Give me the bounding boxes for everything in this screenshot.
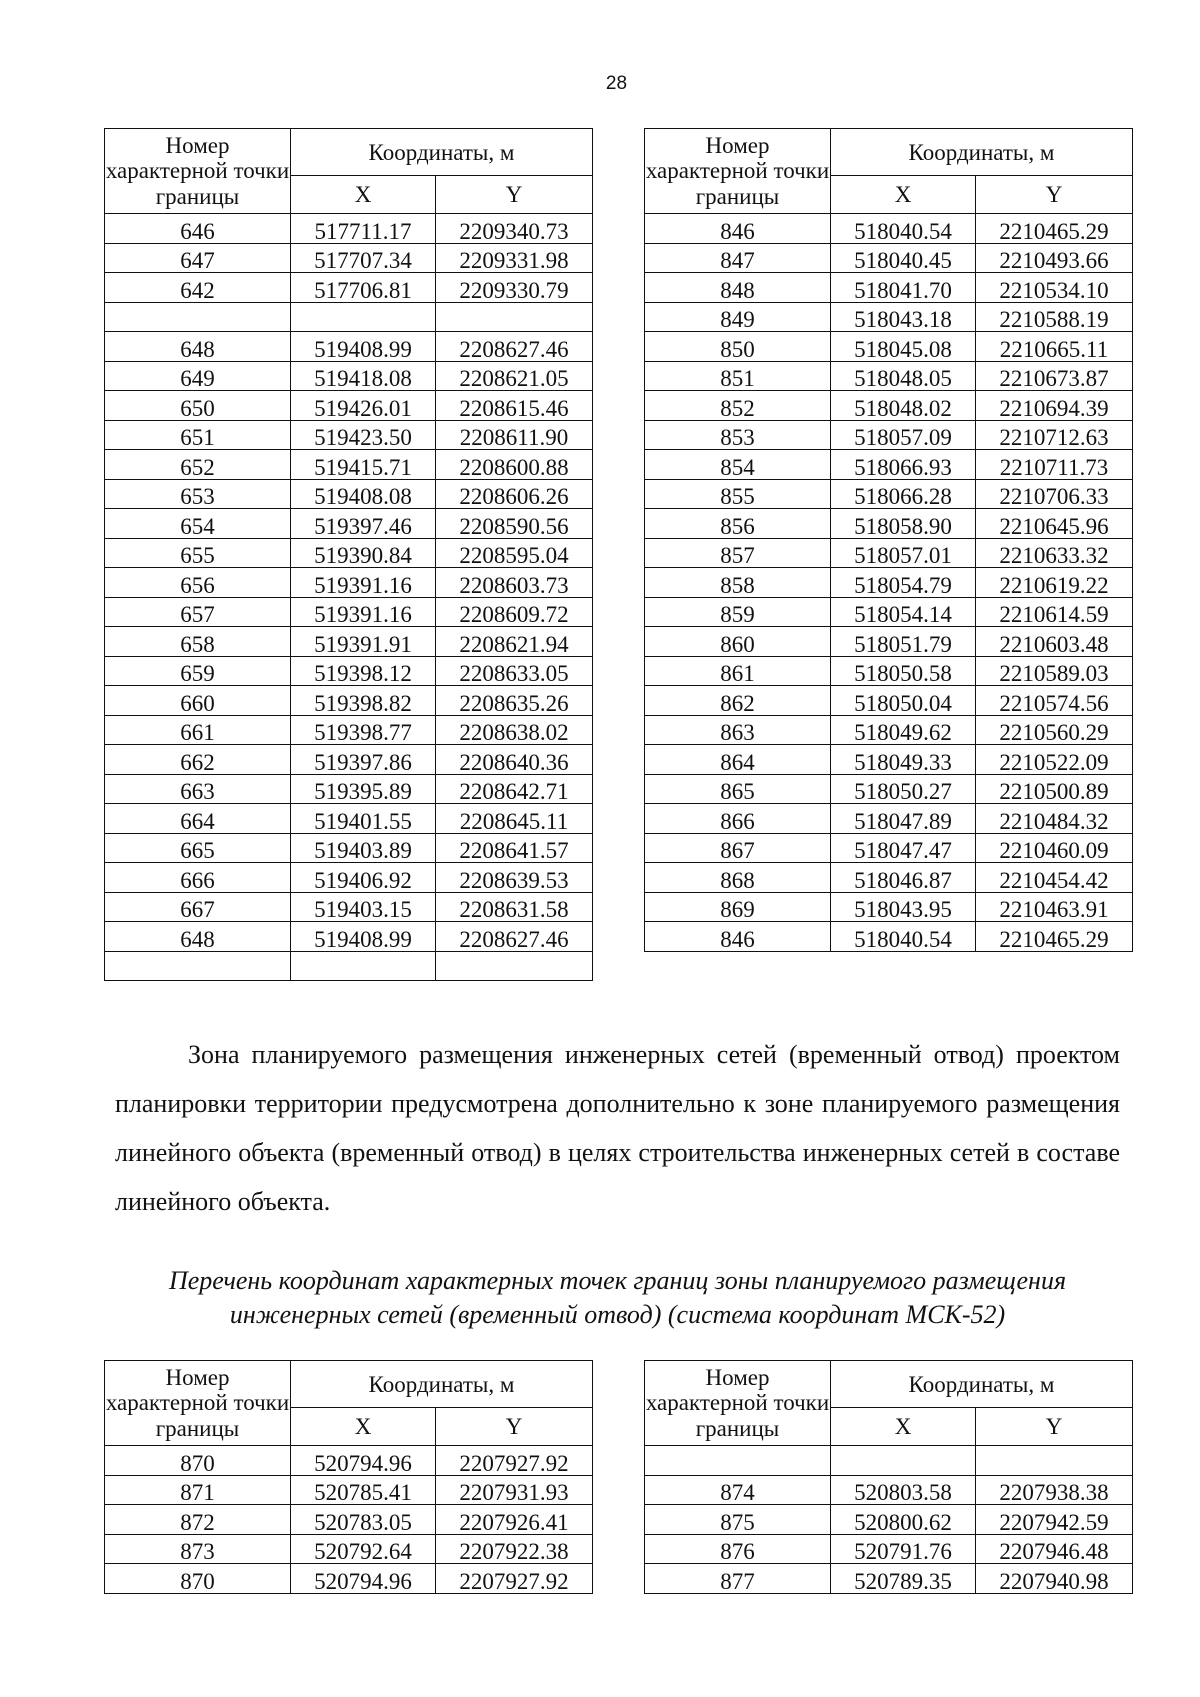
cell-point-number: 849 bbox=[645, 302, 831, 332]
cell-x: 518047.89 bbox=[831, 804, 976, 834]
cell-point-number: 870 bbox=[105, 1564, 291, 1594]
cell-x: 518051.79 bbox=[831, 627, 976, 657]
cell-point-number: 868 bbox=[645, 863, 831, 893]
cell-x: 518066.28 bbox=[831, 479, 976, 509]
cell-point-number: 846 bbox=[645, 214, 831, 244]
cell-x: 518057.01 bbox=[831, 538, 976, 568]
header-y: Y bbox=[976, 176, 1133, 214]
table-row bbox=[105, 1446, 593, 1476]
cell-point-number: 871 bbox=[105, 1475, 291, 1505]
cell-y: 2210603.48 bbox=[976, 627, 1133, 657]
cell-x: 519395.89 bbox=[291, 774, 436, 804]
cell-x: 518040.54 bbox=[831, 922, 976, 952]
table-row bbox=[645, 627, 1133, 657]
cell-x: 519391.91 bbox=[291, 627, 436, 657]
table-row bbox=[105, 509, 593, 539]
caption-line-1: Перечень координат характерных точек границ зоны планируемого размещения bbox=[168, 1266, 1067, 1295]
cell-y: 2207946.48 bbox=[976, 1534, 1133, 1564]
cell-x: 518047.47 bbox=[831, 833, 976, 863]
header-point-number: Номер характерной точки границы bbox=[645, 1361, 831, 1446]
cell-point-number: 647 bbox=[105, 243, 291, 273]
cell-point-number: 652 bbox=[105, 450, 291, 480]
cell-y: 2208639.53 bbox=[436, 863, 593, 893]
table-row bbox=[105, 627, 593, 657]
cell-point-number: 664 bbox=[105, 804, 291, 834]
cell-x: 518050.27 bbox=[831, 774, 976, 804]
table-body bbox=[645, 1446, 1133, 1594]
cell-y: 2207940.98 bbox=[976, 1564, 1133, 1594]
coordinates-table-bottom-right bbox=[644, 1360, 1133, 1594]
cell-x: 518040.45 bbox=[831, 243, 976, 273]
cell-point-number: 848 bbox=[645, 273, 831, 303]
table-row bbox=[645, 774, 1133, 804]
table-row bbox=[645, 273, 1133, 303]
cell-x: 518043.18 bbox=[831, 302, 976, 332]
cell-point-number: 854 bbox=[645, 450, 831, 480]
cell-y: 2207927.92 bbox=[436, 1564, 593, 1594]
cell-y: 2208640.36 bbox=[436, 745, 593, 775]
cell-x bbox=[291, 302, 436, 332]
cell-y: 2210574.56 bbox=[976, 686, 1133, 716]
cell-y: 2208633.05 bbox=[436, 656, 593, 686]
cell-y: 2210463.91 bbox=[976, 892, 1133, 922]
header-point-number: Номер характерной точки границы bbox=[105, 1361, 291, 1446]
cell-x: 519403.89 bbox=[291, 833, 436, 863]
table-row bbox=[645, 715, 1133, 745]
header-coordinates: Координаты, м bbox=[291, 1361, 593, 1408]
table-row bbox=[645, 745, 1133, 775]
cell-y: 2210711.73 bbox=[976, 450, 1133, 480]
table-row bbox=[105, 892, 593, 922]
cell-point-number: 862 bbox=[645, 686, 831, 716]
cell-point-number: 853 bbox=[645, 420, 831, 450]
cell-x: 518057.09 bbox=[831, 420, 976, 450]
cell-point-number: 662 bbox=[105, 745, 291, 775]
table-row bbox=[105, 1505, 593, 1535]
cell-x: 518040.54 bbox=[831, 214, 976, 244]
body-paragraph: Зона планируемого размещения инженерных сетей (временный отвод) проектом планировки территории предусмотрена дополнительно к зоне планируемого размещения линейного объекта (временный отвод) в целях строительства инженерных сетей в составе линейного объекта. bbox=[115, 1040, 1120, 1216]
cell-point-number: 869 bbox=[645, 892, 831, 922]
cell-point-number: 654 bbox=[105, 509, 291, 539]
cell-point-number: 867 bbox=[645, 833, 831, 863]
table-row bbox=[645, 361, 1133, 391]
cell-x: 518049.62 bbox=[831, 715, 976, 745]
cell-x: 519397.46 bbox=[291, 509, 436, 539]
cell-x: 520794.96 bbox=[291, 1564, 436, 1594]
cell-point-number: 665 bbox=[105, 833, 291, 863]
table-row bbox=[105, 302, 593, 332]
table-row bbox=[105, 804, 593, 834]
cell-y: 2208635.26 bbox=[436, 686, 593, 716]
table-row bbox=[105, 951, 593, 981]
table-row bbox=[645, 420, 1133, 450]
cell-x: 517711.17 bbox=[291, 214, 436, 244]
cell-y: 2207922.38 bbox=[436, 1534, 593, 1564]
cell-x: 520789.35 bbox=[831, 1564, 976, 1594]
cell-x: 517707.34 bbox=[291, 243, 436, 273]
table-row bbox=[105, 715, 593, 745]
table-row bbox=[645, 332, 1133, 362]
cell-y: 2208621.05 bbox=[436, 361, 593, 391]
table-row bbox=[105, 479, 593, 509]
table-body bbox=[105, 1446, 593, 1594]
table-row bbox=[105, 420, 593, 450]
table-row bbox=[105, 1564, 593, 1594]
table-row bbox=[645, 391, 1133, 421]
cell-y bbox=[976, 1446, 1133, 1476]
cell-x: 519408.99 bbox=[291, 922, 436, 952]
cell-point-number: 656 bbox=[105, 568, 291, 598]
cell-point-number: 648 bbox=[105, 332, 291, 362]
table-row bbox=[105, 391, 593, 421]
cell-y: 2208600.88 bbox=[436, 450, 593, 480]
cell-x: 520791.76 bbox=[831, 1534, 976, 1564]
cell-y: 2210645.96 bbox=[976, 509, 1133, 539]
table-row bbox=[105, 1475, 593, 1505]
table-row bbox=[645, 302, 1133, 332]
cell-point-number: 859 bbox=[645, 597, 831, 627]
table-row bbox=[105, 214, 593, 244]
cell-y: 2208631.58 bbox=[436, 892, 593, 922]
cell-point-number: 861 bbox=[645, 656, 831, 686]
table-row bbox=[645, 1564, 1133, 1594]
cell-x: 518041.70 bbox=[831, 273, 976, 303]
cell-point-number: 866 bbox=[645, 804, 831, 834]
cell-point-number: 648 bbox=[105, 922, 291, 952]
cell-y: 2210560.29 bbox=[976, 715, 1133, 745]
cell-point-number: 661 bbox=[105, 715, 291, 745]
cell-point-number: 651 bbox=[105, 420, 291, 450]
cell-x bbox=[291, 951, 436, 981]
cell-y: 2210500.89 bbox=[976, 774, 1133, 804]
cell-y: 2210484.32 bbox=[976, 804, 1133, 834]
coordinates-table-bottom-left bbox=[104, 1360, 593, 1594]
cell-y: 2210465.29 bbox=[976, 214, 1133, 244]
cell-x: 518048.02 bbox=[831, 391, 976, 421]
cell-x: 519391.16 bbox=[291, 568, 436, 598]
cell-y bbox=[436, 951, 593, 981]
header-x: X bbox=[831, 176, 976, 214]
cell-y: 2208638.02 bbox=[436, 715, 593, 745]
table-row bbox=[645, 479, 1133, 509]
header-coordinates: Координаты, м bbox=[831, 129, 1133, 176]
cell-y: 2208590.56 bbox=[436, 509, 593, 539]
table-row bbox=[105, 568, 593, 598]
cell-point-number: 659 bbox=[105, 656, 291, 686]
cell-point-number: 658 bbox=[105, 627, 291, 657]
cell-x: 520803.58 bbox=[831, 1475, 976, 1505]
cell-x: 519408.08 bbox=[291, 479, 436, 509]
cell-y: 2208606.26 bbox=[436, 479, 593, 509]
table-row bbox=[645, 656, 1133, 686]
cell-y: 2208621.94 bbox=[436, 627, 593, 657]
cell-y: 2210534.10 bbox=[976, 273, 1133, 303]
table-row bbox=[645, 568, 1133, 598]
cell-point-number: 657 bbox=[105, 597, 291, 627]
cell-point-number: 857 bbox=[645, 538, 831, 568]
cell-y: 2210712.63 bbox=[976, 420, 1133, 450]
cell-y: 2210619.22 bbox=[976, 568, 1133, 598]
cell-point-number: 860 bbox=[645, 627, 831, 657]
table-row bbox=[105, 774, 593, 804]
cell-y: 2210633.32 bbox=[976, 538, 1133, 568]
cell-x: 518054.79 bbox=[831, 568, 976, 598]
table-row bbox=[105, 686, 593, 716]
cell-x: 518043.95 bbox=[831, 892, 976, 922]
cell-y: 2209330.79 bbox=[436, 273, 593, 303]
cell-y: 2210589.03 bbox=[976, 656, 1133, 686]
cell-y: 2210454.42 bbox=[976, 863, 1133, 893]
cell-x: 519408.99 bbox=[291, 332, 436, 362]
cell-point-number: 649 bbox=[105, 361, 291, 391]
cell-x: 520794.96 bbox=[291, 1446, 436, 1476]
cell-point-number bbox=[105, 951, 291, 981]
coordinates-table-top-left bbox=[104, 128, 593, 981]
header-x: X bbox=[291, 176, 436, 214]
cell-y: 2208595.04 bbox=[436, 538, 593, 568]
cell-x: 518066.93 bbox=[831, 450, 976, 480]
cell-x: 518058.90 bbox=[831, 509, 976, 539]
cell-point-number: 875 bbox=[645, 1505, 831, 1535]
cell-y: 2207927.92 bbox=[436, 1446, 593, 1476]
table-row bbox=[105, 656, 593, 686]
table-row bbox=[105, 361, 593, 391]
cell-point-number: 873 bbox=[105, 1534, 291, 1564]
cell-x: 518054.14 bbox=[831, 597, 976, 627]
cell-y: 2208615.46 bbox=[436, 391, 593, 421]
cell-point-number: 852 bbox=[645, 391, 831, 421]
cell-y: 2208603.73 bbox=[436, 568, 593, 598]
page-number: 28 bbox=[605, 73, 628, 94]
table-row bbox=[645, 1446, 1133, 1476]
table-row bbox=[105, 745, 593, 775]
cell-x: 519415.71 bbox=[291, 450, 436, 480]
cell-x: 520792.64 bbox=[291, 1534, 436, 1564]
cell-x: 519391.16 bbox=[291, 597, 436, 627]
table-row bbox=[645, 922, 1133, 952]
cell-x: 519397.86 bbox=[291, 745, 436, 775]
coordinates-table-top-right bbox=[644, 128, 1133, 952]
cell-x: 517706.81 bbox=[291, 273, 436, 303]
table-row bbox=[645, 1534, 1133, 1564]
table-row bbox=[645, 686, 1133, 716]
cell-y: 2210614.59 bbox=[976, 597, 1133, 627]
cell-y: 2210694.39 bbox=[976, 391, 1133, 421]
header-coordinates: Координаты, м bbox=[291, 129, 593, 176]
cell-y: 2209340.73 bbox=[436, 214, 593, 244]
cell-point-number: 856 bbox=[645, 509, 831, 539]
cell-x bbox=[831, 1446, 976, 1476]
cell-point-number bbox=[105, 302, 291, 332]
header-point-number: Номер характерной точки границы bbox=[105, 129, 291, 214]
cell-point-number: 667 bbox=[105, 892, 291, 922]
cell-y: 2208642.71 bbox=[436, 774, 593, 804]
cell-x: 518049.33 bbox=[831, 745, 976, 775]
cell-x: 519426.01 bbox=[291, 391, 436, 421]
cell-y: 2208627.46 bbox=[436, 332, 593, 362]
cell-x: 519390.84 bbox=[291, 538, 436, 568]
cell-point-number: 660 bbox=[105, 686, 291, 716]
table-row bbox=[645, 892, 1133, 922]
cell-point-number: 863 bbox=[645, 715, 831, 745]
cell-y: 2209331.98 bbox=[436, 243, 593, 273]
cell-point-number: 874 bbox=[645, 1475, 831, 1505]
cell-point-number: 870 bbox=[105, 1446, 291, 1476]
header-point-number: Номер характерной точки границы bbox=[645, 129, 831, 214]
cell-point-number: 655 bbox=[105, 538, 291, 568]
header-y: Y bbox=[976, 1408, 1133, 1446]
cell-point-number: 858 bbox=[645, 568, 831, 598]
header-y: Y bbox=[436, 176, 593, 214]
table-row bbox=[105, 833, 593, 863]
cell-point-number: 850 bbox=[645, 332, 831, 362]
cell-y: 2208627.46 bbox=[436, 922, 593, 952]
cell-point-number bbox=[645, 1446, 831, 1476]
cell-x: 518048.05 bbox=[831, 361, 976, 391]
table-row bbox=[105, 332, 593, 362]
cell-x: 520800.62 bbox=[831, 1505, 976, 1535]
cell-point-number: 846 bbox=[645, 922, 831, 952]
cell-y: 2207931.93 bbox=[436, 1475, 593, 1505]
table-caption bbox=[115, 1264, 1120, 1332]
cell-y bbox=[436, 302, 593, 332]
table-row bbox=[645, 538, 1133, 568]
cell-y: 2210673.87 bbox=[976, 361, 1133, 391]
cell-point-number: 847 bbox=[645, 243, 831, 273]
cell-x: 519398.12 bbox=[291, 656, 436, 686]
cell-y: 2208609.72 bbox=[436, 597, 593, 627]
cell-y: 2208611.90 bbox=[436, 420, 593, 450]
table-row bbox=[105, 922, 593, 952]
table-row bbox=[645, 509, 1133, 539]
cell-point-number: 666 bbox=[105, 863, 291, 893]
cell-point-number: 876 bbox=[645, 1534, 831, 1564]
cell-point-number: 872 bbox=[105, 1505, 291, 1535]
cell-y: 2210465.29 bbox=[976, 922, 1133, 952]
cell-x: 519398.82 bbox=[291, 686, 436, 716]
table-row bbox=[105, 538, 593, 568]
table-row bbox=[105, 243, 593, 273]
cell-x: 520783.05 bbox=[291, 1505, 436, 1535]
cell-x: 519406.92 bbox=[291, 863, 436, 893]
cell-y: 2208645.11 bbox=[436, 804, 593, 834]
cell-y: 2207938.38 bbox=[976, 1475, 1133, 1505]
table-row bbox=[645, 833, 1133, 863]
cell-x: 518050.58 bbox=[831, 656, 976, 686]
table-row bbox=[645, 243, 1133, 273]
cell-y: 2207942.59 bbox=[976, 1505, 1133, 1535]
cell-x: 518045.08 bbox=[831, 332, 976, 362]
cell-x: 519423.50 bbox=[291, 420, 436, 450]
caption-line-2: инженерных сетей (временный отвод) (система координат МСК-52) bbox=[229, 1300, 1006, 1329]
table-body bbox=[105, 214, 593, 981]
cell-point-number: 865 bbox=[645, 774, 831, 804]
header-y: Y bbox=[436, 1408, 593, 1446]
cell-point-number: 851 bbox=[645, 361, 831, 391]
cell-y: 2210493.66 bbox=[976, 243, 1133, 273]
cell-x: 519398.77 bbox=[291, 715, 436, 745]
table-row bbox=[105, 450, 593, 480]
cell-point-number: 877 bbox=[645, 1564, 831, 1594]
header-x: X bbox=[831, 1408, 976, 1446]
cell-y: 2210588.19 bbox=[976, 302, 1133, 332]
table-body bbox=[645, 214, 1133, 952]
cell-point-number: 642 bbox=[105, 273, 291, 303]
table-row bbox=[645, 597, 1133, 627]
table-row bbox=[105, 597, 593, 627]
table-row bbox=[105, 1534, 593, 1564]
table-row bbox=[645, 1505, 1133, 1535]
cell-y: 2210665.11 bbox=[976, 332, 1133, 362]
cell-y: 2207926.41 bbox=[436, 1505, 593, 1535]
cell-y: 2210522.09 bbox=[976, 745, 1133, 775]
table-row bbox=[645, 450, 1133, 480]
cell-x: 518050.04 bbox=[831, 686, 976, 716]
cell-x: 520785.41 bbox=[291, 1475, 436, 1505]
cell-y: 2210706.33 bbox=[976, 479, 1133, 509]
cell-point-number: 855 bbox=[645, 479, 831, 509]
cell-point-number: 650 bbox=[105, 391, 291, 421]
cell-y: 2208641.57 bbox=[436, 833, 593, 863]
table-row bbox=[645, 804, 1133, 834]
cell-point-number: 864 bbox=[645, 745, 831, 775]
cell-x: 519401.55 bbox=[291, 804, 436, 834]
cell-point-number: 646 bbox=[105, 214, 291, 244]
table-row bbox=[105, 273, 593, 303]
table-row bbox=[645, 1475, 1133, 1505]
table-row bbox=[645, 863, 1133, 893]
cell-x: 519418.08 bbox=[291, 361, 436, 391]
cell-x: 518046.87 bbox=[831, 863, 976, 893]
header-x: X bbox=[291, 1408, 436, 1446]
header-coordinates: Координаты, м bbox=[831, 1361, 1133, 1408]
cell-y: 2210460.09 bbox=[976, 833, 1133, 863]
table-row bbox=[105, 863, 593, 893]
cell-point-number: 653 bbox=[105, 479, 291, 509]
table-row bbox=[645, 214, 1133, 244]
cell-point-number: 663 bbox=[105, 774, 291, 804]
cell-x: 519403.15 bbox=[291, 892, 436, 922]
